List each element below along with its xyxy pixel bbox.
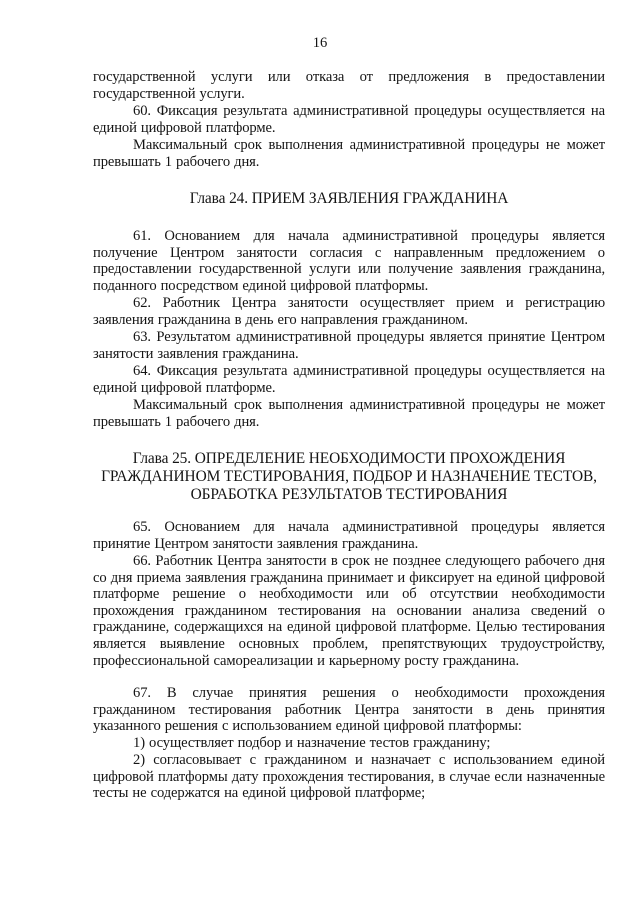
paragraph-67: 67. В случае принятия решения о необходимости прохождения гражданином тестирования работник Центра занятости в день принятия указанного решения с использованием единой цифровой платформы: [93,685,605,735]
page-number: 16 [312,35,328,51]
paragraph-64: 64. Фиксация результата административной процедуры осуществляется на единой цифровой платформе. [93,363,605,396]
paragraph-65: 65. Основанием для начала административной процедуры является принятие Центром занятости заявления гражданина. [93,519,605,552]
paragraph-60: 60. Фиксация результата административной процедуры осуществляется на единой цифровой платформе. [93,103,605,136]
chapter-25-heading: Глава 25. ОПРЕДЕЛЕНИЕ НЕОБХОДИМОСТИ ПРОХОЖДЕНИЯ ГРАЖДАНИНОМ ТЕСТИРОВАНИЯ, ПОДБОР И НАЗНАЧЕНИЕ ТЕСТОВ, ОБРАБОТКА РЕЗУЛЬТАТОВ ТЕСТИРОВАНИЯ [101,450,597,503]
paragraph-67-item-1: 1) осуществляет подбор и назначение тестов гражданину; [133,735,491,751]
paragraph-62: 62. Работник Центра занятости осуществляет прием и регистрацию заявления гражданина в день его направления гражданином. [93,295,605,328]
paragraph-66: 66. Работник Центра занятости в срок не позднее следующего рабочего дня со дня приема заявления гражданина принимает и фиксирует на единой цифровой платформе решение о необходимости или об отсутствии необходимости прохождения гражданином тестирования на основании анализа сведений о гражданине, содержащихся на единой цифровой платформе. Целью тестирования является выявление основных проблем, препятствующих трудоустройству, профессиональной самореализации и карьерному росту гражданина. [93,553,605,669]
paragraph-67-item-2: 2) согласовывает с гражданином и назначает с использованием единой цифровой платформы дату прохождения тестирования, в случае если назначенные тесты не содержатся на единой цифровой платформе; [93,752,605,802]
paragraph-60-max-term: Максимальный срок выполнения административной процедуры не может превышать 1 рабочего дня. [93,137,605,170]
paragraph-59-end: государственной услуги или отказа от предложения в предоставлении государственной услуги. [93,69,605,102]
chapter-24-heading: Глава 24. ПРИЕМ ЗАЯВЛЕНИЯ ГРАЖДАНИНА [189,190,509,207]
paragraph-63: 63. Результатом административной процедуры является принятие Центром занятости заявления гражданина. [93,329,605,362]
paragraph-61: 61. Основанием для начала административной процедуры является получение Центром занятости согласия с направленным предложением о предоставлении государственной услуги или получение заявления гражданина, поданного посредством единой цифровой платформы. [93,228,605,294]
paragraph-64-max-term: Максимальный срок выполнения административной процедуры не может превышать 1 рабочего дня. [93,397,605,430]
